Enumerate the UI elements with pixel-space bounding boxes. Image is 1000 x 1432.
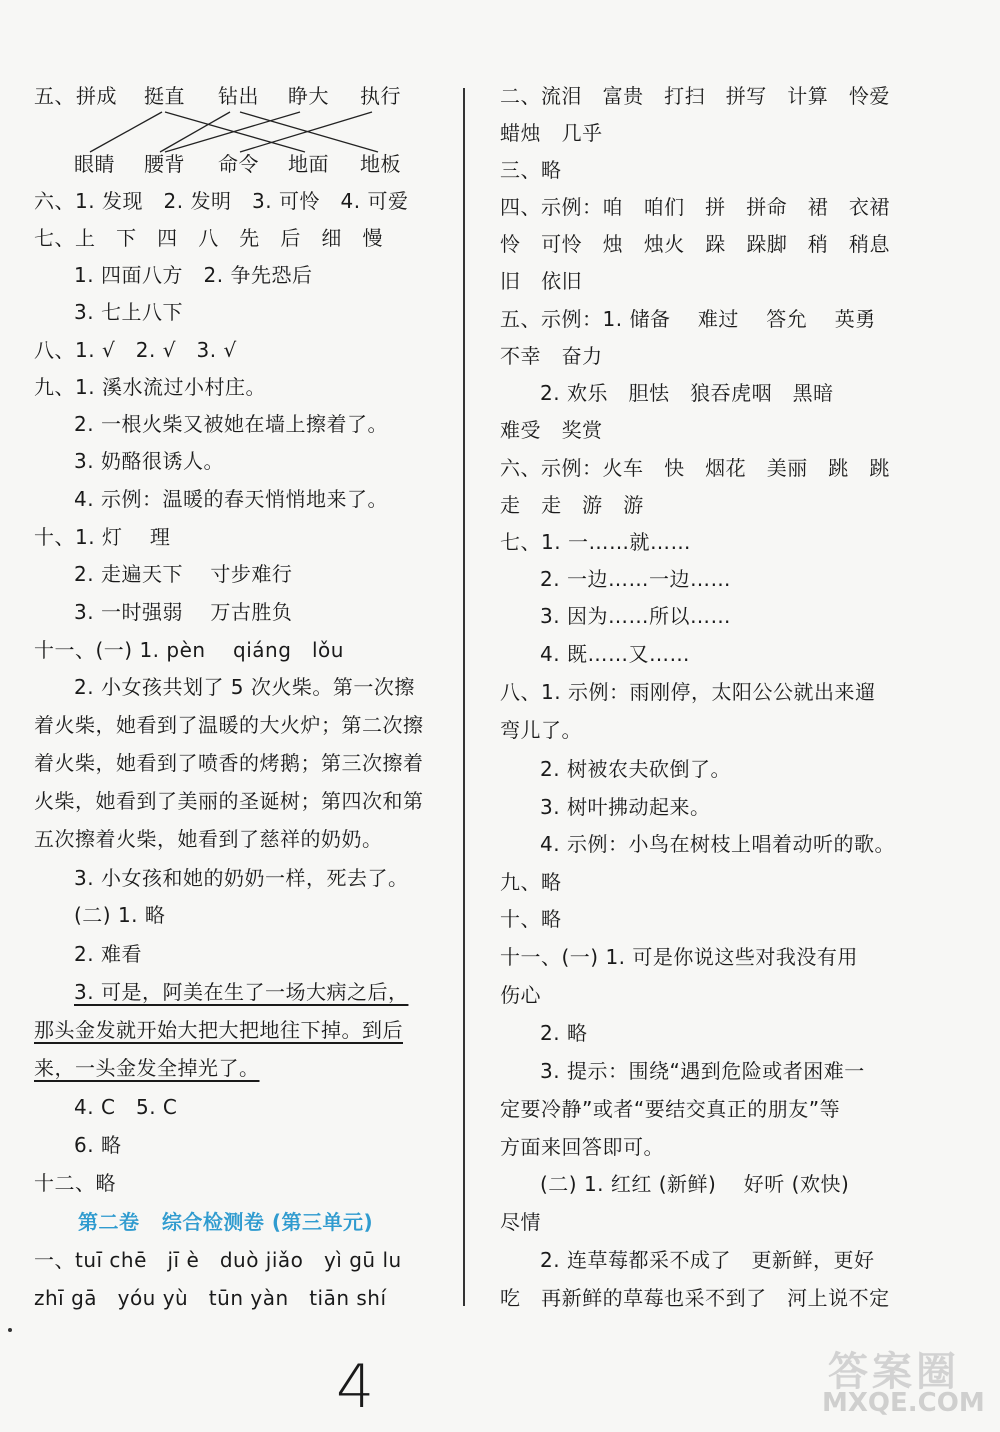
left-line-s9-2: 2. 一根火柴又被她在墙上擦着了。 xyxy=(74,412,388,436)
left-line-s7-1: 1. 四面八方 2. 争先恐后 xyxy=(74,263,313,287)
right-line-5: 怜 可怜 烛 烛火 跺 跺脚 稍 稍息 xyxy=(500,232,891,256)
right-line-18: 弯儿了。 xyxy=(500,718,582,742)
match-line-1 xyxy=(90,112,162,152)
right-line-21: 4. 示例：小鸟在树枝上唱着动听的歌。 xyxy=(540,832,895,856)
right-line-22: 九、略 xyxy=(500,870,562,894)
left-line-s7: 七、上 下 四 八 先 后 细 慢 xyxy=(34,226,384,250)
left-line-pinyin-1: 一、tuī chē jī è duò jiǎo yì gū lu xyxy=(34,1248,402,1272)
right-line-15: 3. 因为……所以…… xyxy=(540,604,731,628)
left-line-s11b-4: 4. C 5. C xyxy=(74,1095,178,1119)
left-line-s9-4: 4. 示例：温暖的春天悄悄地来了。 xyxy=(74,487,388,511)
section-title-vol2: 第二卷 综合检测卷 (第三单元) xyxy=(78,1210,374,1234)
left-line-s8: 八、1. √ 2. √ 3. √ xyxy=(34,338,237,362)
right-line-13: 七、1. 一……就…… xyxy=(500,530,691,554)
watermark-text: 答案圈 xyxy=(828,1349,960,1395)
column-divider xyxy=(463,88,465,1306)
right-line-30: (二) 1. 红红 (新鲜) 好听 (欢快) xyxy=(540,1172,850,1196)
right-line-14: 2. 一边……一边…… xyxy=(540,567,731,591)
right-line-33: 吃 再新鲜的草莓也采不到了 河上说不定 xyxy=(500,1286,890,1310)
left-line-s10-2: 2. 走遍天下 寸步难行 xyxy=(74,562,293,586)
right-line-29: 方面来回答即可。 xyxy=(500,1135,664,1159)
watermark xyxy=(788,1340,988,1422)
s5-bottom-word-1: 眼睛 xyxy=(74,152,115,176)
s5-bottom-word-4: 地面 xyxy=(288,152,329,176)
right-line-27: 3. 提示：围绕“遇到危险或者困难一 xyxy=(540,1059,865,1083)
left-line-s6: 六、1. 发现 2. 发明 3. 可怜 4. 可爱 xyxy=(34,189,409,213)
left-line-s11-2e: 五次擦着火柴，她看到了慈祥的奶奶。 xyxy=(34,827,383,851)
left-line-s11-2a: 2. 小女孩共划了 5 次火柴。第一次擦 xyxy=(74,675,415,699)
right-line-32: 2. 连草莓都采不成了 更新鲜，更好 xyxy=(540,1248,875,1272)
s5-top-word-2: 挺直 xyxy=(144,84,185,108)
left-line-s11b-3c: 来，一头金发全掉光了。 xyxy=(34,1056,260,1080)
right-line-28: 定要冷静”或者“要结交真正的朋友”等 xyxy=(500,1097,841,1121)
s5-top-word-3: 钻出 xyxy=(218,84,259,108)
left-line-s11b-1: (二) 1. 略 xyxy=(74,903,166,927)
left-line-s11b-2: 2. 难看 xyxy=(74,942,142,966)
right-line-17: 八、1. 示例：雨刚停，太阳公公就出来遛 xyxy=(500,680,876,704)
right-line-4: 四、示例：咱 咱们 拼 拼命 裙 衣裙 xyxy=(500,195,890,219)
left-line-s9-3: 3. 奶酪很诱人。 xyxy=(74,449,224,473)
left-line-s11-2d: 火柴，她看到了美丽的圣诞树；第四次和第 xyxy=(34,789,424,813)
left-line-s11-1: 十一、(一) 1. pèn qiáng lǒu xyxy=(34,638,344,662)
right-line-11: 六、示例：火车 快 烟花 美丽 跳 跳 xyxy=(500,456,890,480)
right-line-2: 蜡烛 几乎 xyxy=(500,121,603,145)
left-line-s12: 十二、略 xyxy=(34,1171,116,1195)
s5-bottom-word-2: 腰背 xyxy=(144,152,185,176)
left-line-s7-3: 3. 七上八下 xyxy=(74,300,183,324)
left-line-s11-2b: 着火柴，她看到了温暖的大火炉；第二次擦 xyxy=(34,713,424,737)
left-line-s11-3: 3. 小女孩和她的奶奶一样，死去了。 xyxy=(74,866,409,890)
watermark-url: MXQE.COM xyxy=(822,1388,985,1418)
left-line-s9-1: 九、1. 溪水流过小村庄。 xyxy=(34,375,266,399)
left-line-s10-3: 3. 一时强弱 万古胜负 xyxy=(74,600,293,624)
s5-label: 五、 xyxy=(34,84,75,108)
right-line-12: 走 走 游 游 xyxy=(500,493,644,517)
right-line-31: 尽情 xyxy=(500,1210,541,1234)
right-line-26: 2. 略 xyxy=(540,1021,588,1045)
right-line-3: 三、略 xyxy=(500,158,562,182)
s5-top-word-1: 拼成 xyxy=(76,84,117,108)
right-line-7: 五、示例：1. 储备 难过 答允 英勇 xyxy=(500,307,876,331)
left-line-pinyin-2: zhī gā yóu yù tūn yàn tiān shí xyxy=(34,1286,387,1310)
left-line-s11b-3a: 3. 可是，阿美在生了一场大病之后， xyxy=(74,980,409,1004)
right-line-23: 十、略 xyxy=(500,907,562,931)
page-number: 4 xyxy=(336,1352,375,1422)
right-line-9: 2. 欢乐 胆怯 狼吞虎咽 黑暗 xyxy=(540,381,834,405)
right-line-20: 3. 树叶拂动起来。 xyxy=(540,795,711,819)
left-line-s11b-6: 6. 略 xyxy=(74,1133,122,1157)
left-line-s10-1: 十、1. 灯 理 xyxy=(34,525,171,549)
right-line-1: 二、流泪 富贵 打扫 拼写 计算 怜爱 xyxy=(500,84,890,108)
right-line-19: 2. 树被农夫砍倒了。 xyxy=(540,757,731,781)
right-line-6: 旧 依旧 xyxy=(500,269,583,293)
s5-top-word-4: 睁大 xyxy=(288,84,329,108)
right-line-16: 4. 既……又…… xyxy=(540,642,690,666)
right-line-10: 难受 奖赏 xyxy=(500,418,603,442)
right-line-25: 伤心 xyxy=(500,983,541,1007)
right-line-8: 不幸 奋力 xyxy=(500,344,603,368)
s5-bottom-word-5: 地板 xyxy=(360,152,401,176)
match-line-2 xyxy=(160,112,230,152)
left-line-s11-2c: 着火柴，她看到了喷香的烤鹅；第三次擦着 xyxy=(34,751,424,775)
right-line-24: 十一、(一) 1. 可是你说这些对我没有用 xyxy=(500,945,858,969)
left-line-s11b-3b: 那头金发就开始大把大把地往下掉。到后 xyxy=(34,1018,403,1042)
margin-dot xyxy=(8,1328,12,1332)
s5-top-word-5: 执行 xyxy=(360,84,401,108)
s5-bottom-word-3: 命令 xyxy=(218,152,259,176)
